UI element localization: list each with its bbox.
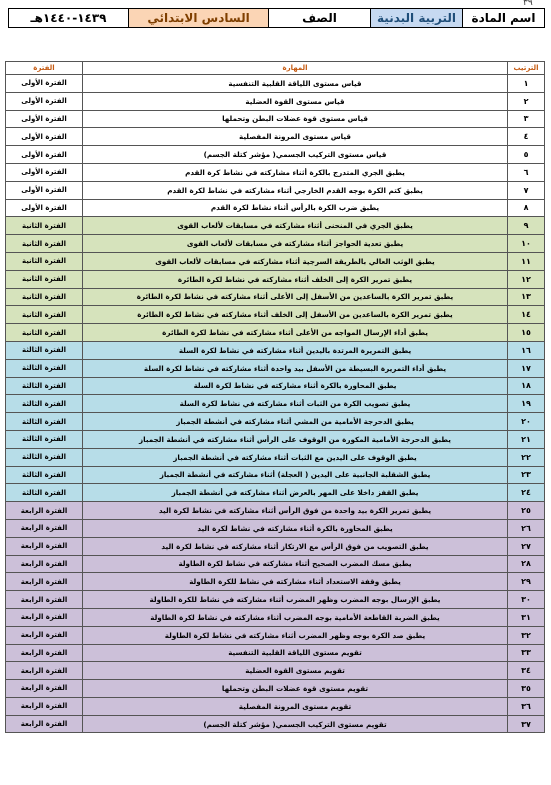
row-skill: يطبق أداء التمريرة البسيطة من الأسفل بيد واحدة أثناء مشاركته في نشاط لكرة السلة [82, 360, 507, 378]
row-skill: قياس مستوى القوة العضلية [82, 93, 507, 111]
row-number: ٤ [507, 128, 544, 146]
row-number: ١٥ [507, 324, 544, 342]
table-row [5, 413, 544, 431]
row-skill: يطبق تصويب الكرة من الثبات أثناء مشاركته في نشاط لكرة السلة [82, 395, 507, 413]
table-row [5, 645, 544, 663]
table-row [5, 484, 544, 502]
table-row [5, 467, 544, 485]
row-period: الفترة الرابعة [5, 520, 82, 538]
row-skill: يطبق تمرير الكرة بيد واحدة من فوق الرأس أثناء مشاركته في نشاط لكرة اليد [82, 502, 507, 520]
row-skill: تقويم مستوى قوة عضلات البطن وتحملها [82, 680, 507, 698]
row-number: ٦ [507, 164, 544, 182]
row-period: الفترة الثانية [5, 289, 82, 307]
table-row [5, 217, 544, 235]
row-number: ٨ [507, 200, 544, 218]
table-row [5, 111, 544, 129]
row-skill: قياس مستوى التركيب الجسمي( مؤشر كتلة الجسم) [82, 146, 507, 164]
academic-year: ١٤٣٩-١٤٤٠هـ [9, 9, 128, 27]
row-skill: يطبق الوقوف على اليدين مع الثبات أثناء مشاركته في أنشطة الجمباز [82, 449, 507, 467]
row-period: الفترة الرابعة [5, 591, 82, 609]
row-number: ٣٥ [507, 680, 544, 698]
skills-table [5, 61, 545, 733]
row-skill: يطبق الجري في المنحنى أثناء مشاركته في مسابقات لألعاب القوى [82, 217, 507, 235]
table-row [5, 200, 544, 218]
row-skill: قياس مستوى المرونة المفصلية [82, 128, 507, 146]
table-row [5, 431, 544, 449]
column-header-number: الترتيب [507, 62, 544, 75]
row-period: الفترة الرابعة [5, 680, 82, 698]
row-period: الفترة الثالثة [5, 342, 82, 360]
row-number: ٣ [507, 111, 544, 129]
row-period: الفترة الرابعة [5, 609, 82, 627]
row-skill: يطبق الشقلبة الجانبية على اليدين ( العجلة) أثناء مشاركته في أنشطة الجمباز [82, 467, 507, 485]
grade-label: الصف [268, 9, 370, 27]
table-row [5, 591, 544, 609]
row-period: الفترة الأولى [5, 200, 82, 218]
table-row [5, 556, 544, 574]
table-row [5, 680, 544, 698]
row-period: الفترة الرابعة [5, 645, 82, 663]
row-skill: يطبق تمرير الكرة إلى الخلف أثناء مشاركته في نشاط لكرة الطائرة [82, 271, 507, 289]
row-skill: يطبق المحاورة بالكرة أثناء مشاركته في نشاط لكرة اليد [82, 520, 507, 538]
row-number: ١٦ [507, 342, 544, 360]
table-row [5, 164, 544, 182]
table-row [5, 146, 544, 164]
row-period: الفترة الثانية [5, 217, 82, 235]
table-row [5, 573, 544, 591]
row-skill: يطبق كتم الكرة بوجه القدم الخارجي أثناء مشاركته في نشاط لكرة القدم [82, 182, 507, 200]
table-row [5, 235, 544, 253]
row-number: ١٤ [507, 306, 544, 324]
row-skill: قياس مستوى قوة عضلات البطن وتحملها [82, 111, 507, 129]
table-row [5, 538, 544, 556]
row-skill: يطبق التمريرة المرتدة باليدين أثناء مشاركته في نشاط لكرة السلة [82, 342, 507, 360]
row-period: الفترة الرابعة [5, 716, 82, 734]
row-number: ١ [507, 75, 544, 93]
table-row [5, 360, 544, 378]
row-number: ٢١ [507, 431, 544, 449]
row-number: ١٩ [507, 395, 544, 413]
row-skill: يطبق الدحرجة الأمامية من المشي أثناء مشاركته في أنشطة الجمباز [82, 413, 507, 431]
row-number: ١٠ [507, 235, 544, 253]
row-number: ٢٣ [507, 467, 544, 485]
table-row [5, 378, 544, 396]
row-number: ٢٩ [507, 573, 544, 591]
row-skill: قياس مستوى اللياقة القلبية التنفسية [82, 75, 507, 93]
row-period: الفترة الثانية [5, 324, 82, 342]
row-period: الفترة الثالثة [5, 395, 82, 413]
row-skill: يطبق الجري المتدرج بالكرة أثناء مشاركته في نشاط كرة القدم [82, 164, 507, 182]
row-period: الفترة الرابعة [5, 662, 82, 680]
document-header [8, 8, 545, 28]
row-number: ٢٥ [507, 502, 544, 520]
row-number: ٢٠ [507, 413, 544, 431]
corner-mark: ٣٩ [523, 0, 533, 8]
row-skill: يطبق ضرب الكرة بالرأس أثناء نشاط لكرة القدم [82, 200, 507, 218]
row-number: ٢٤ [507, 484, 544, 502]
row-number: ٣٧ [507, 716, 544, 734]
row-number: ٣٣ [507, 645, 544, 663]
row-skill: يطبق الدحرجة الأمامية المكورة من الوقوف على الرأس أثناء مشاركته في أنشطة الجمباز [82, 431, 507, 449]
row-number: ٢٦ [507, 520, 544, 538]
row-period: الفترة الثالثة [5, 484, 82, 502]
row-period: الفترة الأولى [5, 182, 82, 200]
row-number: ٧ [507, 182, 544, 200]
row-number: ٣٦ [507, 698, 544, 716]
row-skill: يطبق التصويب من فوق الرأس مع الارتكاز أثناء مشاركته في نشاط لكرة اليد [82, 538, 507, 556]
row-skill: يطبق أداء الإرسال المواجه من الأعلى أثناء مشاركته في نشاط لكرة الطائرة [82, 324, 507, 342]
table-row [5, 271, 544, 289]
row-number: ٩ [507, 217, 544, 235]
column-header-skill: المهارة [82, 62, 507, 75]
row-period: الفترة الرابعة [5, 538, 82, 556]
table-row [5, 128, 544, 146]
row-number: ١٨ [507, 378, 544, 396]
grade-value: السادس الابتدائي [128, 9, 268, 27]
row-skill: يطبق الضربة القاطعة الأمامية بوجه المضرب أثناء مشاركته في نشاط لكرة الطاولة [82, 609, 507, 627]
row-period: الفترة الثانية [5, 271, 82, 289]
table-row [5, 75, 544, 93]
table-row [5, 182, 544, 200]
row-period: الفترة الثالثة [5, 360, 82, 378]
row-number: ٢٧ [507, 538, 544, 556]
row-number: ١١ [507, 253, 544, 271]
row-period: الفترة الرابعة [5, 556, 82, 574]
row-period: الفترة الثالثة [5, 467, 82, 485]
table-row [5, 306, 544, 324]
row-period: الفترة الأولى [5, 146, 82, 164]
row-skill: يطبق تمرير الكرة بالساعدين من الأسفل إلى الخلف أثناء مشاركته في نشاط لكرة الطائرة [82, 306, 507, 324]
row-period: الفترة الأولى [5, 111, 82, 129]
row-skill: تقويم مستوى القوة العضلية [82, 662, 507, 680]
table-row [5, 342, 544, 360]
table-row [5, 395, 544, 413]
table-row [5, 502, 544, 520]
row-skill: يطبق مسك المضرب الصحيح أثناء مشاركته في نشاط لكرة الطاولة [82, 556, 507, 574]
column-header-period: الفترة [5, 62, 82, 75]
row-skill: تقويم مستوى التركيب الجسمي( مؤشر كتلة الجسم) [82, 716, 507, 734]
table-row [5, 253, 544, 271]
table-row [5, 627, 544, 645]
row-period: الفترة الأولى [5, 93, 82, 111]
row-skill: يطبق الوثب العالي بالطريقة السرجية أثناء مشاركته في مسابقات لألعاب القوى [82, 253, 507, 271]
row-number: ٢ [507, 93, 544, 111]
table-row [5, 609, 544, 627]
row-period: الفترة الأولى [5, 164, 82, 182]
row-skill: يطبق المحاورة بالكرة أثناء مشاركته في نشاط لكرة السلة [82, 378, 507, 396]
row-number: ١٧ [507, 360, 544, 378]
table-row [5, 716, 544, 734]
row-number: ٣٠ [507, 591, 544, 609]
subject-value: التربية البدنية [370, 9, 462, 27]
row-skill: يطبق القفز داخلا على المهر بالعرض أثناء مشاركته في أنشطة الجمباز [82, 484, 507, 502]
row-skill: تقويم مستوى المرونة المفصلية [82, 698, 507, 716]
row-period: الفترة الرابعة [5, 502, 82, 520]
row-period: الفترة الثالثة [5, 378, 82, 396]
row-period: الفترة الرابعة [5, 698, 82, 716]
row-period: الفترة الرابعة [5, 573, 82, 591]
table-row [5, 324, 544, 342]
table-header-row [5, 62, 544, 75]
row-period: الفترة الثانية [5, 235, 82, 253]
row-period: الفترة الثالثة [5, 449, 82, 467]
table-row [5, 520, 544, 538]
row-number: ١٣ [507, 289, 544, 307]
row-skill: يطبق صد الكرة بوجه وظهر المضرب أثناء مشاركته في نشاط لكرة الطاولة [82, 627, 507, 645]
table-row [5, 93, 544, 111]
row-number: ٣٢ [507, 627, 544, 645]
subject-label: اسم المادة [462, 9, 544, 27]
row-period: الفترة الثالثة [5, 431, 82, 449]
row-number: ٣١ [507, 609, 544, 627]
row-skill: يطبق تعدية الحواجز أثناء مشاركته في مسابقات لألعاب القوى [82, 235, 507, 253]
table-row [5, 289, 544, 307]
row-period: الفترة الثانية [5, 253, 82, 271]
row-number: ٢٢ [507, 449, 544, 467]
row-skill: يطبق تمرير الكرة بالساعدين من الأسفل إلى الأعلى أثناء مشاركته في نشاط لكرة الطائرة [82, 289, 507, 307]
row-number: ٣٤ [507, 662, 544, 680]
row-period: الفترة الأولى [5, 75, 82, 93]
row-period: الفترة الرابعة [5, 627, 82, 645]
row-period: الفترة الثانية [5, 306, 82, 324]
table-row [5, 662, 544, 680]
row-number: ٢٨ [507, 556, 544, 574]
row-skill: يطبق الإرسال بوجه المضرب وظهر المضرب أثناء مشاركته في نشاط للكرة الطاولة [82, 591, 507, 609]
row-skill: يطبق وقفة الاستعداد أثناء مشاركته في نشاط للكرة الطاولة [82, 573, 507, 591]
row-skill: تقويم مستوى اللياقة القلبية التنفسية [82, 645, 507, 663]
row-number: ١٢ [507, 271, 544, 289]
row-period: الفترة الأولى [5, 128, 82, 146]
table-row [5, 698, 544, 716]
row-period: الفترة الثالثة [5, 413, 82, 431]
row-number: ٥ [507, 146, 544, 164]
table-row [5, 449, 544, 467]
